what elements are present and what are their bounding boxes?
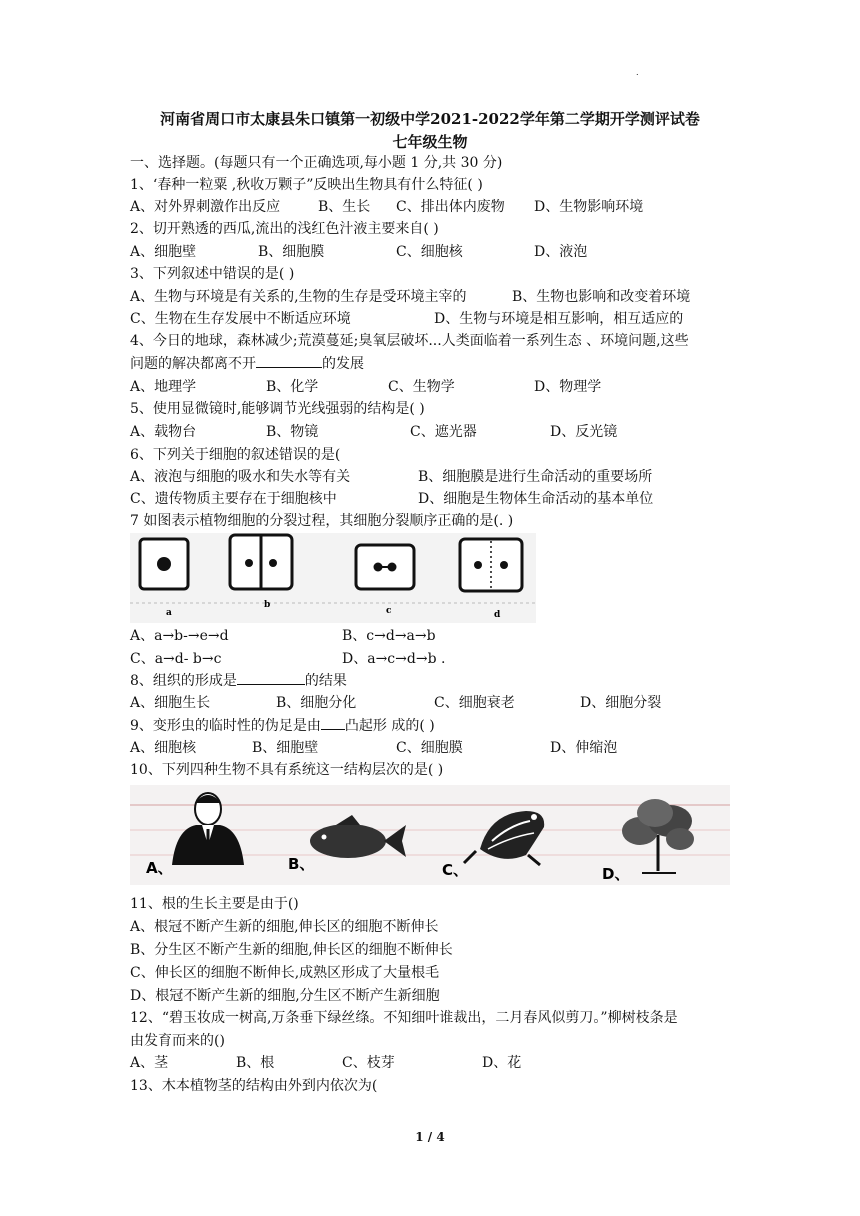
fig10-label-b: B、: [288, 855, 315, 873]
q7-option-a: A、a→b-→e→d: [130, 628, 229, 644]
q4-stem-part1: 问题的解决都离不开: [130, 356, 256, 372]
q8-option-a: A、细胞生长: [130, 695, 211, 711]
fig10-label-a: A、: [146, 859, 173, 877]
q12-option-a: A、茎: [130, 1055, 169, 1071]
q1-stem: 1、‘春种一粒粟 ,秋收万颗子”反映出生物具有什么特征( ): [130, 177, 483, 193]
q12-stem-line2: 由发育而来的(): [130, 1033, 225, 1049]
q8-stem-part2: 的结果: [304, 673, 347, 689]
q3-option-c: C、生物在生存发展中不断适应环境: [130, 311, 351, 327]
q13-stem: 13、木本植物茎的结构由外到内依次为(: [130, 1078, 378, 1094]
q5-option-b: B、物镜: [266, 424, 319, 440]
q11-option-b: B、分生区不断产生新的细胞,伸长区的细胞不断伸长: [130, 942, 453, 958]
q9-stem-part2: 凸起形 成的( ): [344, 718, 435, 734]
q8-option-d: D、细胞分裂: [580, 695, 662, 711]
cell-d: [460, 539, 522, 591]
q1-option-b: B、生长: [318, 199, 371, 215]
q6-option-a: A、液泡与细胞的吸水和失水等有关: [130, 469, 351, 485]
q8-option-c: C、细胞衰老: [434, 695, 515, 711]
fig-label-c: c: [386, 606, 392, 616]
q4-stem-line1: 4、今日的地球，森林减少;荒漠蔓延;臭氧层破坏...人类面临着一系列生态 、环境问题,这些: [130, 333, 689, 349]
q1-option-c: C、排出体内废物: [396, 199, 505, 215]
q7-stem: 7 如图表示植物细胞的分裂过程，其细胞分裂顺序正确的是(. ): [130, 513, 514, 529]
q11-stem: 11、根的生长主要是由于(): [130, 896, 299, 912]
q5-stem: 5、使用显微镜时,能够调节光线强弱的结构是( ): [130, 401, 425, 417]
q3-option-b: B、生物也影响和改变着环境: [512, 289, 691, 305]
q9-stem-part1: 9、变形虫的临时性的伪足是由: [130, 718, 321, 734]
cell-c: [356, 545, 414, 589]
q3-option-a: A、生物与环境是有关系的,生物的生存是受环境主宰的: [130, 289, 467, 305]
q11-option-c: C、伸长区的细胞不断伸长,成熟区形成了大量根毛: [130, 965, 440, 981]
q5-option-a: A、载物台: [130, 424, 197, 440]
q2-option-b: B、细胞膜: [258, 244, 325, 260]
q6-stem: 6、下列关于细胞的叙述错误的是(: [130, 447, 341, 463]
page-number: 1 / 4: [415, 1130, 445, 1144]
q9-option-a: A、细胞核: [130, 740, 197, 756]
q11-option-a: A、根冠不断产生新的细胞,伸长区的细胞不断伸长: [130, 919, 439, 935]
q2-stem: 2、切开熟透的西瓜,流出的浅红色汁液主要来自( ): [130, 221, 439, 237]
q8-answer-blank: [237, 670, 305, 685]
cell-b: [230, 535, 292, 589]
q1-option-d: D、生物影响环境: [534, 199, 644, 215]
fig10-label-c: C、: [442, 861, 469, 879]
q3-option-d: D、生物与环境是相互影响，相互适应的: [434, 311, 684, 327]
q11-option-d: D、根冠不断产生新的细胞,分生区不断产生新细胞: [130, 988, 440, 1004]
fig-label-a: a: [166, 608, 172, 618]
q2-option-c: C、细胞核: [396, 244, 463, 260]
q12-option-c: C、枝芽: [342, 1055, 395, 1071]
q9-option-c: C、细胞膜: [396, 740, 463, 756]
q4-answer-blank: [256, 353, 322, 368]
q4-option-c: C、生物学: [388, 379, 455, 395]
q9-stem: [130, 715, 435, 736]
fig-label-b: b: [264, 600, 271, 610]
q12-stem-line1: 12、“碧玉妆成一树高,万条垂下绿丝绦。不知细叶谁裁出，二月春风似剪刀。”柳树枝条是: [130, 1010, 678, 1026]
corner-mark: .: [636, 68, 639, 77]
q2-option-a: A、细胞壁: [130, 244, 197, 260]
q5-option-d: D、反光镜: [550, 424, 618, 440]
exam-title: 河南省周口市太康县朱口镇第一初级中学2021-2022学年第二学期开学测评试卷: [160, 110, 700, 128]
q9-answer-blank: [321, 715, 345, 730]
q12-option-b: B、根: [236, 1055, 275, 1071]
q9-option-d: D、伸缩泡: [550, 740, 618, 756]
exam-subtitle: 七年级生物: [392, 133, 468, 151]
q7-option-b: B、c→d→a→b: [342, 628, 436, 644]
q4-option-b: B、化学: [266, 379, 319, 395]
q6-option-c: C、遗传物质主要存在于细胞核中: [130, 491, 337, 507]
q6-option-b: B、细胞膜是进行生命活动的重要场所: [418, 469, 653, 485]
q4-option-d: D、物理学: [534, 379, 602, 395]
q10-stem: 10、下列四种生物不具有系统这一结构层次的是( ): [130, 762, 444, 778]
section-heading: 一、选择题。(每题只有一个正确选项,每小题 1 分,共 30 分): [130, 155, 503, 171]
q7-option-d: D、a→c→d→b .: [342, 651, 446, 667]
q4-stem-part2: 的发展: [322, 356, 364, 372]
q4-stem-line2: [130, 353, 364, 374]
q9-option-b: B、细胞壁: [252, 740, 319, 756]
q6-option-d: D、细胞是生物体生命活动的基本单位: [418, 491, 654, 507]
q8-option-b: B、细胞分化: [276, 695, 357, 711]
q8-stem-part1: 8、组织的形成是: [130, 673, 237, 689]
organisms-figure: [130, 785, 730, 885]
fig10-label-d: D、: [602, 865, 630, 883]
cell-division-figure: [130, 533, 536, 623]
fig-label-d: d: [494, 610, 501, 620]
q12-option-d: D、花: [482, 1055, 522, 1071]
q1-option-a: A、对外界刺激作出反应: [130, 199, 281, 215]
q3-stem: 3、下列叙述中错误的是( ): [130, 266, 295, 282]
q2-option-d: D、液泡: [534, 244, 588, 260]
q5-option-c: C、遮光器: [410, 424, 477, 440]
cell-a: [140, 539, 188, 589]
q4-option-a: A、地理学: [130, 379, 197, 395]
q7-option-c: C、a→d- b→c: [130, 651, 222, 667]
q8-stem: [130, 670, 347, 691]
